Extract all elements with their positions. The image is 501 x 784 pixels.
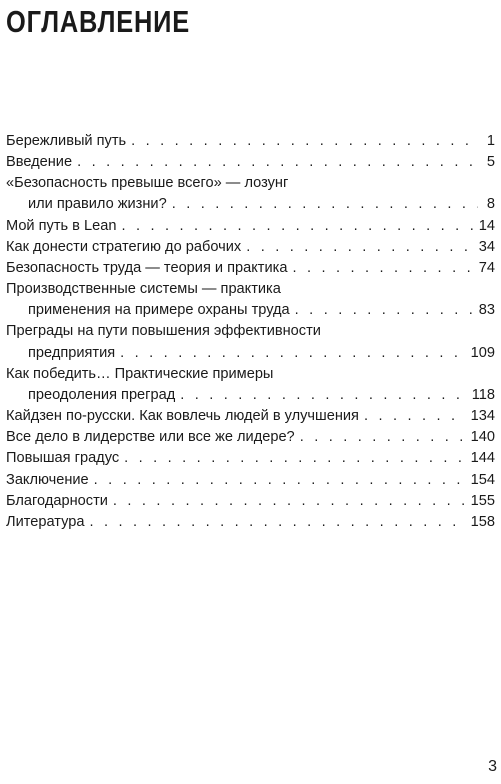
toc-entry-last-line — [6, 258, 495, 279]
toc-entry-title: Благодарности — [6, 492, 108, 509]
toc-entry-last-line — [6, 385, 495, 406]
toc-entry-last-line — [6, 152, 495, 173]
toc-page-number: 83 — [478, 302, 495, 319]
toc-entry — [6, 470, 495, 491]
toc-entry-last-line — [6, 512, 495, 533]
dot-leader — [295, 300, 474, 321]
toc-entry-title: Кайдзен по-русски. Как вовлечь людей в улучшения — [6, 408, 359, 425]
toc-entry-title: Литература — [6, 513, 85, 530]
toc-page-number: 109 — [470, 344, 495, 361]
toc-entry — [6, 364, 495, 406]
toc-entry — [6, 406, 495, 427]
toc-page-number: 140 — [470, 429, 495, 446]
dot-leader — [121, 216, 473, 237]
dot-leader — [364, 406, 466, 427]
toc-entry-title-continued: применения на примере охраны труда — [28, 302, 290, 319]
dot-leader — [120, 343, 465, 364]
toc-page-number: 155 — [470, 492, 495, 509]
dot-leader — [90, 512, 466, 533]
table-of-contents — [6, 131, 495, 533]
toc-entry-first-line: Производственные системы — практика — [6, 281, 281, 298]
toc-entry — [6, 512, 495, 533]
toc-entry-title: Повышая градус — [6, 450, 120, 467]
toc-page-number: 34 — [478, 238, 495, 255]
toc-entry-title-continued: предприятия — [28, 344, 116, 361]
dot-leader — [292, 258, 473, 279]
toc-entry-last-line — [6, 491, 495, 512]
dot-leader — [300, 427, 466, 448]
toc-entry — [6, 258, 495, 279]
toc-entry — [6, 279, 495, 321]
toc-entry — [6, 321, 495, 363]
toc-entry-title: Все дело в лидерстве или все же лидере? — [6, 429, 295, 446]
dot-leader — [180, 385, 466, 406]
toc-entry-last-line — [6, 343, 495, 364]
toc-entry-title: Заключение — [6, 471, 89, 488]
toc-entry — [6, 216, 495, 237]
toc-entry-first-line: Преграды на пути повышения эффективности — [6, 323, 321, 340]
toc-page-number: 144 — [470, 450, 495, 467]
toc-entry-last-line — [6, 448, 495, 469]
toc-page-number: 1 — [486, 133, 495, 149]
toc-page-number: 74 — [478, 259, 495, 276]
toc-entry-last-line — [6, 427, 495, 448]
dot-leader — [77, 152, 478, 173]
toc-entry-title: Мой путь в Lean — [6, 217, 117, 234]
dot-leader — [113, 491, 466, 512]
toc-entry-last-line — [6, 216, 495, 237]
toc-entry-title: Бережливый путь — [6, 133, 127, 149]
toc-page-number: 14 — [478, 217, 495, 234]
toc-entry-title: Как донести стратегию до рабочих — [6, 238, 242, 255]
toc-entry-last-line — [6, 300, 495, 321]
page-title: ОГЛАВЛЕНИЕ — [6, 4, 191, 39]
dot-leader — [246, 237, 474, 258]
toc-page-number: 118 — [471, 386, 495, 403]
toc-entry — [6, 152, 495, 173]
toc-entry — [6, 131, 495, 152]
toc-entry-last-line — [6, 470, 495, 491]
toc-entry-last-line — [6, 237, 495, 258]
toc-entry-first-line: «Безопасность превыше всего» — лозунг — [6, 175, 289, 192]
page-number-footer: 3 — [488, 758, 497, 775]
toc-entry — [6, 448, 495, 469]
toc-entry — [6, 173, 495, 215]
toc-page-number: 154 — [470, 471, 495, 488]
toc-entry — [6, 491, 495, 512]
toc-entry-title: Безопасность труда — теория и практика — [6, 259, 288, 276]
dot-leader — [131, 131, 478, 152]
toc-page-number: 158 — [470, 513, 495, 530]
toc-entry-first-line: Как победить… Практические примеры — [6, 365, 274, 382]
toc-page-number: 134 — [470, 408, 495, 425]
toc-page-number: 8 — [486, 196, 495, 213]
dot-leader — [124, 448, 466, 469]
toc-entry — [6, 237, 495, 258]
toc-entry-title-continued: преодоления преград — [28, 386, 176, 403]
dot-leader — [94, 470, 466, 491]
toc-entry — [6, 427, 495, 448]
dot-leader — [172, 194, 478, 215]
toc-entry-last-line — [6, 131, 495, 152]
toc-entry-title: Введение — [6, 154, 73, 171]
toc-entry-last-line — [6, 194, 495, 215]
toc-page-number: 5 — [486, 154, 495, 171]
toc-entry-last-line — [6, 406, 495, 427]
toc-entry-title-continued: или правило жизни? — [28, 196, 167, 213]
